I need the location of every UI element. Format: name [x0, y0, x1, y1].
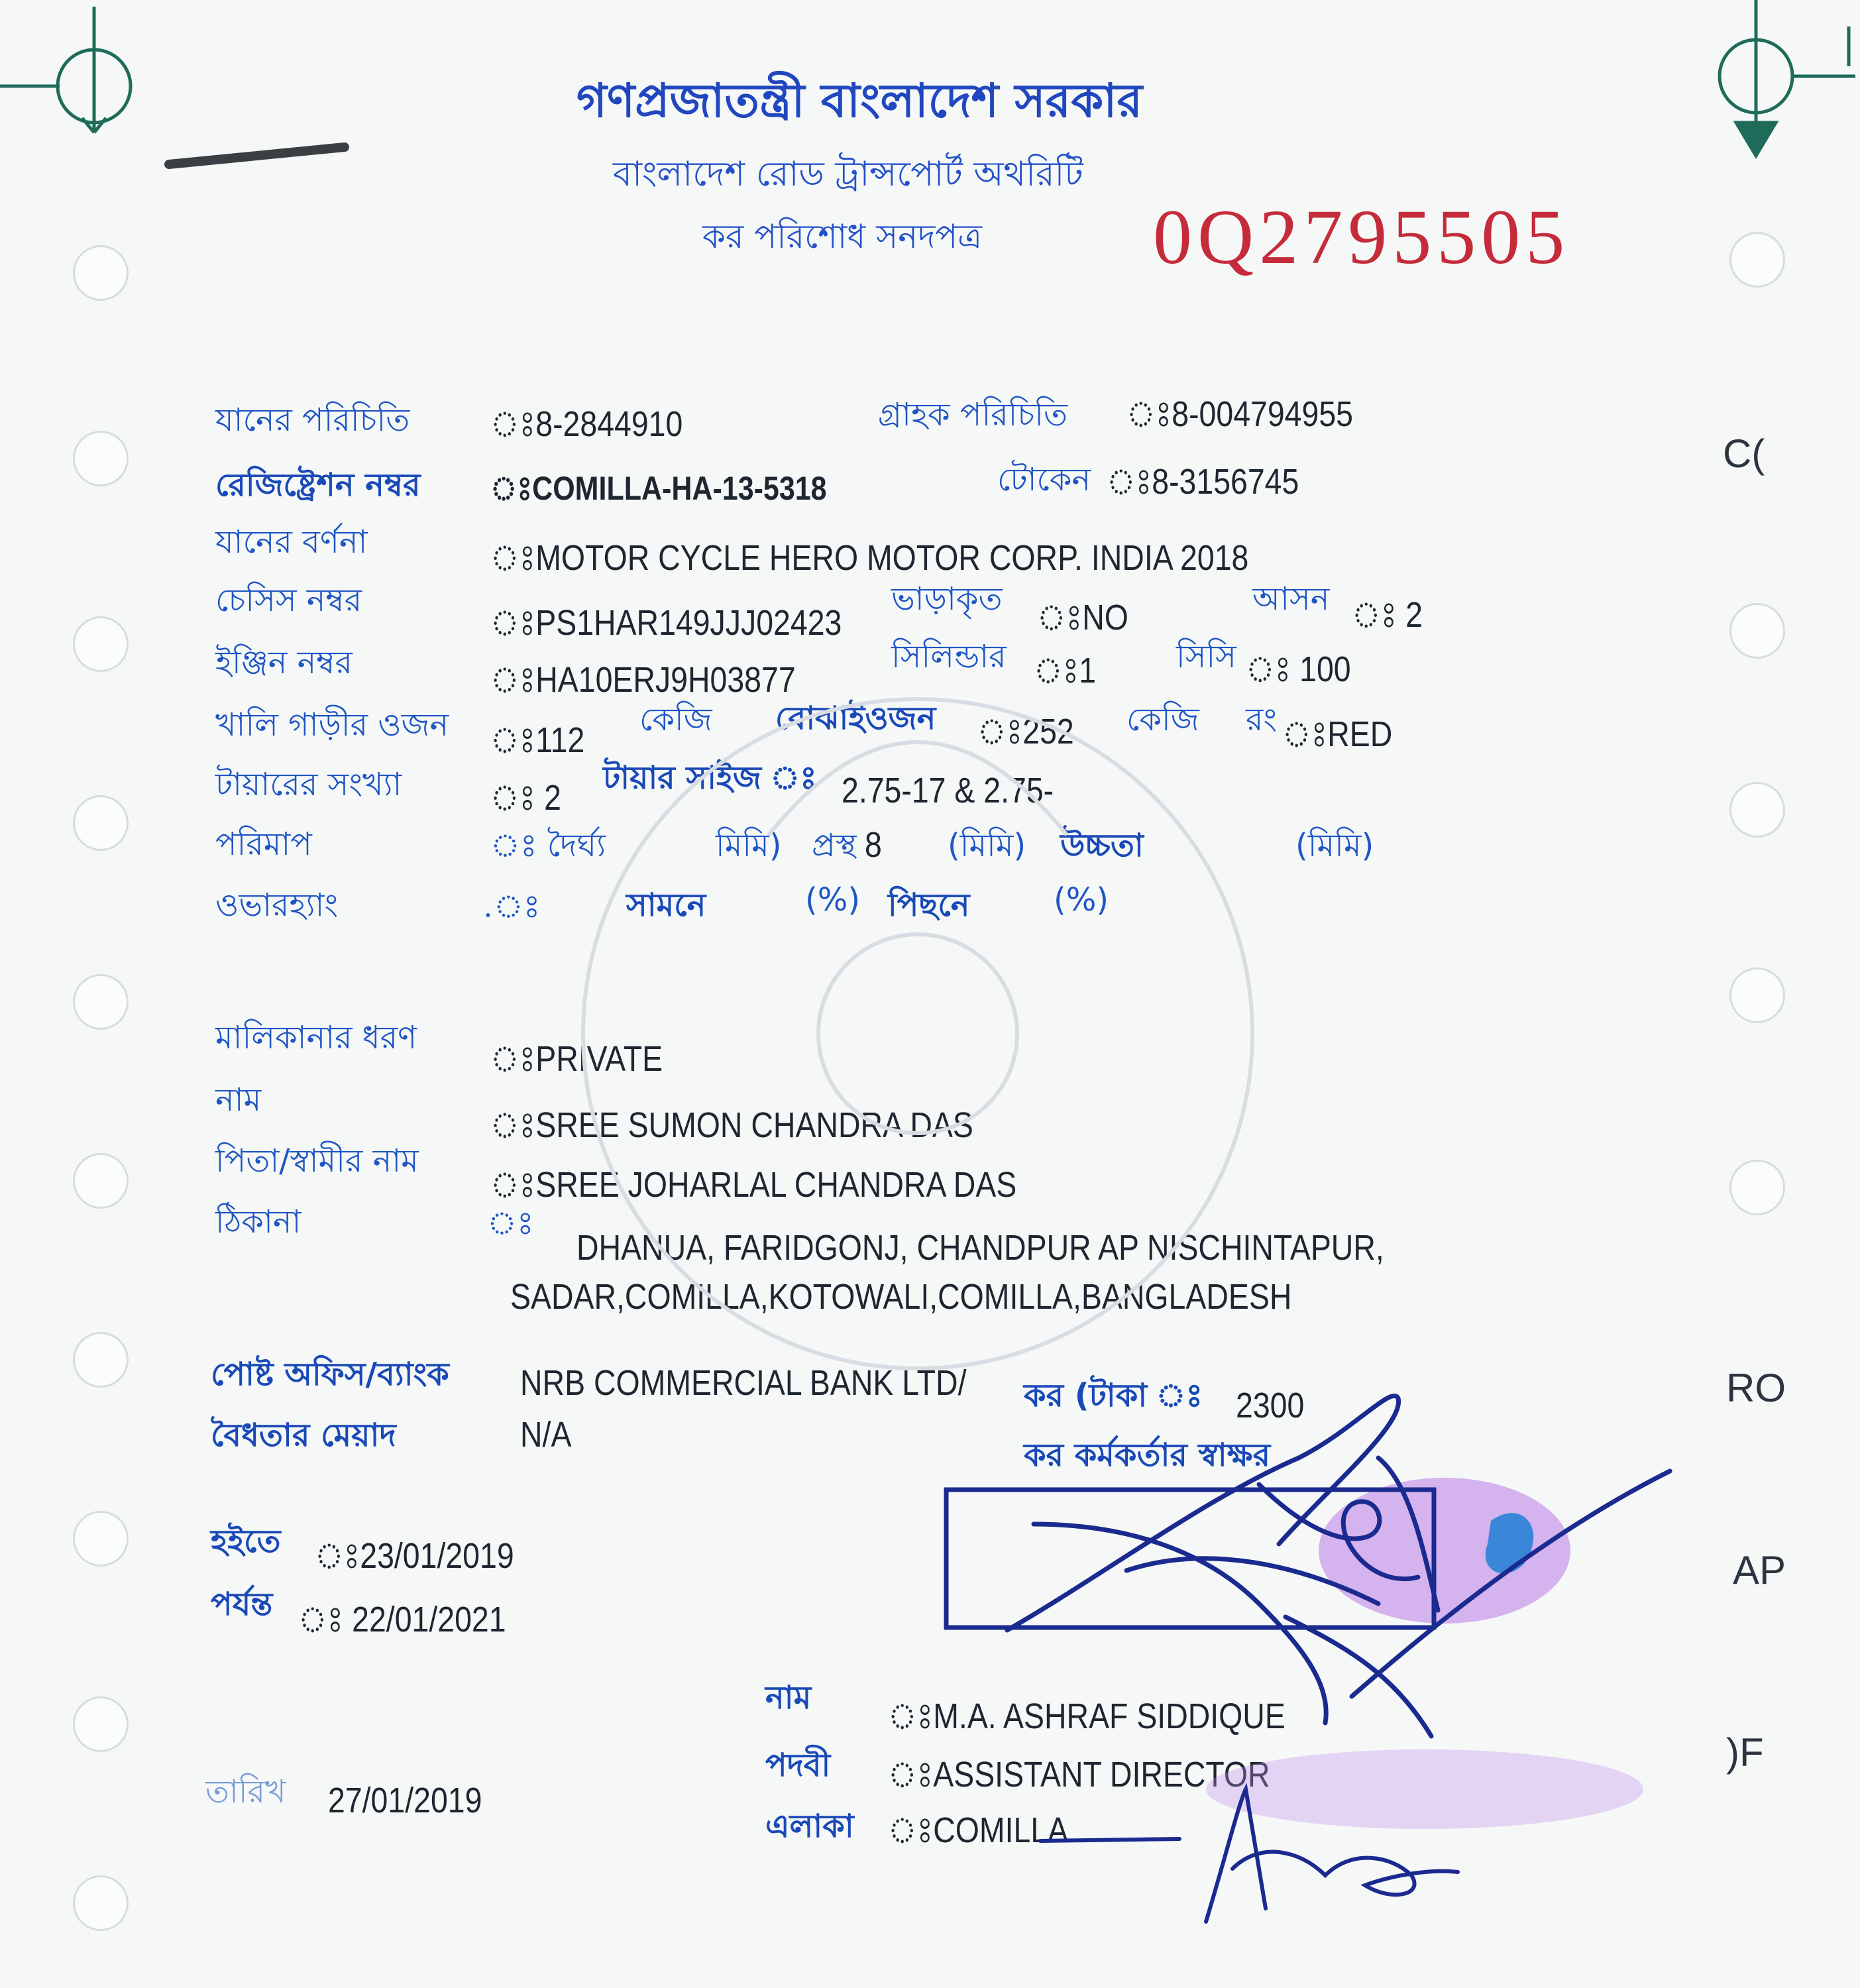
vehicle-id-label: যানের পরিচিতি: [215, 402, 410, 439]
customer-id-label: গ্রাহক পরিচিতি: [878, 396, 1068, 433]
tyre-size-value: 2.75-17 & 2.75-: [842, 771, 1054, 810]
kg-unit-2: কেজি: [1126, 701, 1199, 738]
bank-value: NRB COMMERCIAL BANK LTD/: [520, 1363, 967, 1403]
officer-name-label: নাম: [765, 1679, 812, 1716]
address-line-1: DHANUA, FARIDGONJ, CHANDPUR AP NISCHINTAPUR,: [576, 1228, 1384, 1268]
officer-name-value: ঃM.A. ASHRAF SIDDIQUE: [888, 1696, 1286, 1736]
valid-to-label: পর্যন্ত: [211, 1586, 273, 1623]
chassis-value: ঃPS1HAR149JJJ02423: [490, 603, 842, 643]
owner-name-label: নাম: [215, 1081, 262, 1119]
tax-label: কর (টাকা ঃ: [1024, 1377, 1203, 1414]
registration-mark-right: [1720, 0, 1855, 156]
seat-value: ঃ 2: [1352, 595, 1423, 635]
cc-label: সিসি: [1176, 638, 1236, 675]
overhang-pct-2: (%): [1054, 881, 1109, 918]
vehicle-id-value: ঃ8-2844910: [490, 404, 683, 444]
valid-from-value: ঃ23/01/2019: [315, 1536, 514, 1576]
dimension-mm-3: (মিমি): [1295, 827, 1374, 864]
unladen-weight-value: ঃ112: [490, 720, 585, 760]
description-label: যানের বর্ণনা: [215, 524, 368, 561]
valid-to-value: ঃ 22/01/2021: [298, 1600, 506, 1639]
laden-weight-value: ঃ252: [977, 712, 1074, 751]
dimension-height: উচ্চতা: [1060, 827, 1144, 864]
edge-fragment: )F: [1726, 1730, 1764, 1775]
officer-area-value: ঃCOMILLA: [888, 1810, 1069, 1850]
validity-label: বৈধতার মেয়াদ: [211, 1417, 396, 1454]
edge-fragment: AP: [1733, 1548, 1786, 1592]
cc-value: ঃ 100: [1246, 649, 1351, 689]
description-value: ঃMOTOR CYCLE HERO MOTOR CORP. INDIA 2018: [490, 538, 1249, 578]
tyre-count-value: ঃ 2: [490, 778, 561, 818]
dimension-width: প্রস্থ: [812, 827, 857, 864]
registration-mark-left: [0, 7, 131, 133]
officer-designation-value: ঃASSISTANT DIRECTOR: [888, 1755, 1270, 1795]
owner-name-value: ঃSREE SUMON CHANDRA DAS: [490, 1105, 973, 1145]
ownership-label: মালিকানার ধরণ: [215, 1019, 417, 1056]
cylinder-value: ঃ1: [1034, 651, 1097, 690]
document-title: কর পরিশোধ সনদপত্র: [702, 217, 983, 256]
dimension-mm-2: (মিমি): [948, 827, 1026, 864]
overhang-label: ওভারহ্যাং: [215, 887, 339, 924]
father-name-value: ঃSREE JOHARLAL CHANDRA DAS: [490, 1165, 1017, 1205]
tyre-count-label: টায়ারের সংখ্যা: [215, 766, 402, 803]
authority-title: বাংলাদেশ রোড ট্রান্সপোর্ট অথরিটি: [613, 154, 1083, 194]
dimension-mm-1: মিমি): [716, 827, 782, 864]
issue-date-value: 27/01/2019: [328, 1781, 482, 1820]
dimension-label: পরিমাপ: [215, 826, 312, 863]
customer-id-value: ঃ8-004794955: [1126, 394, 1353, 434]
serial-number: 0Q2795505: [1153, 193, 1570, 280]
tyre-size-label: টায়ার সাইজ ঃ: [603, 759, 817, 797]
paper-mark: [169, 147, 345, 164]
token-value: ঃ8-3156745: [1107, 462, 1299, 502]
laden-weight-label: বোঝাইওজন: [775, 700, 936, 737]
cylinder-label: সিলিন্ডার: [891, 638, 1007, 675]
hired-value: ঃNO: [1037, 598, 1128, 637]
address-separator: ঃ: [487, 1205, 534, 1242]
issue-date-label: তারিখ: [205, 1773, 286, 1810]
colour-value: ঃRED: [1282, 714, 1393, 754]
seat-label: আসন: [1252, 580, 1330, 618]
colour-label: রং: [1246, 701, 1278, 738]
officer-stamp: [1206, 1478, 1643, 1829]
ownership-value: ঃPRIVATE: [490, 1039, 663, 1079]
officer-designation-label: পদবী: [765, 1747, 831, 1784]
dimension-length: ঃ দৈর্ঘ্য: [490, 827, 606, 864]
officer-signature-label: কর কর্মকর্তার স্বাক্ষর: [1024, 1437, 1270, 1474]
officer-area-label: এলাকা: [765, 1808, 854, 1845]
watermark-emblem: [583, 699, 1252, 1368]
hired-label: ভাড়াকৃত: [891, 580, 1003, 618]
engine-label: ইঞ্জিন নম্বর: [215, 644, 353, 681]
edge-fragment: C(: [1723, 431, 1765, 476]
address-line-2: SADAR,COMILLA,KOTOWALI,COMILLA,BANGLADESH: [510, 1277, 1292, 1317]
overhang-pct-1: (%): [805, 881, 861, 918]
overhang-separator: .ঃ: [482, 888, 541, 925]
overhang-front: সামনে: [626, 887, 706, 924]
address-label: ঠিকানা: [215, 1203, 301, 1241]
dimension-width-value: 8: [865, 825, 882, 865]
valid-from-label: হইতে: [211, 1523, 281, 1560]
kg-unit-1: কেজি: [639, 701, 712, 738]
bank-label: পোষ্ট অফিস/ব্যাংক: [211, 1356, 449, 1393]
edge-fragment: RO: [1726, 1366, 1786, 1410]
father-name-label: পিতা/স্বামীর নাম: [215, 1142, 419, 1180]
government-title: গণপ্রজাতন্ত্রী বাংলাদেশ সরকার: [576, 74, 1142, 128]
overhang-rear: পিছনে: [888, 887, 970, 924]
tax-value: 2300: [1236, 1386, 1305, 1425]
validity-value: N/A: [520, 1415, 572, 1455]
engine-value: ঃHA10ERJ9H03877: [490, 660, 796, 700]
token-label: টোকেন: [997, 461, 1091, 498]
unladen-weight-label: খালি গাড়ীর ওজন: [215, 706, 449, 744]
registration-label: রেজিষ্ট্রেশন নম্বর: [215, 467, 421, 504]
registration-value: ঃCOMILLA-HA-13-5318: [490, 470, 827, 507]
chassis-label: চেসিস নম্বর: [215, 582, 362, 619]
